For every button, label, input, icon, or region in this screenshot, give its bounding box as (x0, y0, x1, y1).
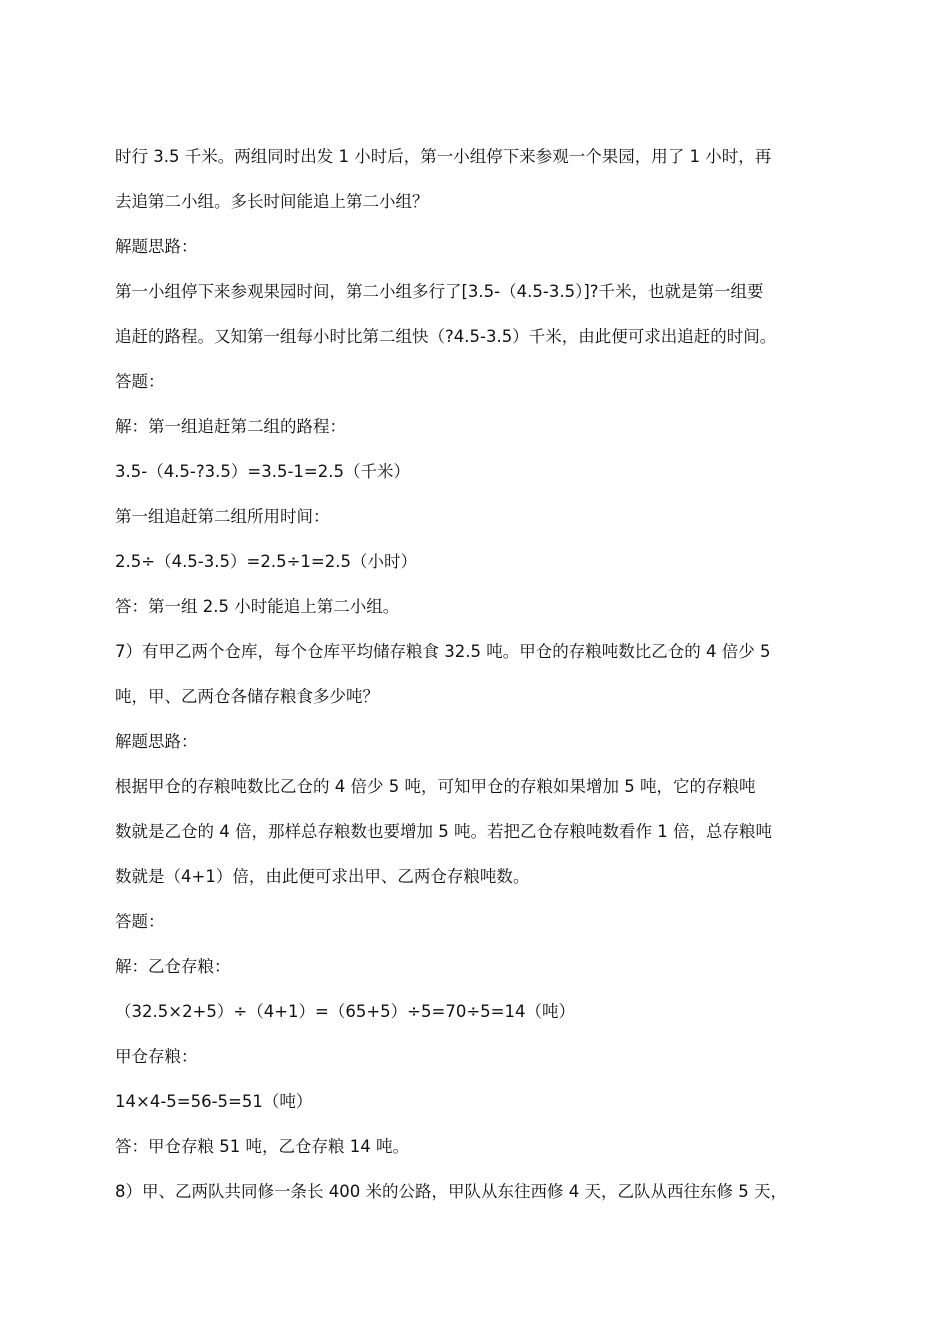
text-line: 第一小组停下来参观果园时间，第二小组多行了[3.5-（4.5-3.5）]?千米，也就是第一组要 (115, 282, 764, 301)
equation-line: 3.5-（4.5-?3.5）=3.5-1=2.5（千米） (115, 462, 410, 481)
text-line: 根据甲仓的存粮吨数比乙仓的 4 倍少 5 吨，可知甲仓的存粮如果增加 5 吨，它的存粮吨 (115, 777, 756, 796)
section-heading: 解题思路： (115, 237, 198, 256)
text-line: 解：乙仓存粮： (115, 957, 231, 976)
text-line: 时行 3.5 千米。两组同时出发 1 小时后，第一小组停下来参观一个果园，用了 1 小时，再 (115, 147, 772, 166)
equation-line: 14×4-5=56-5=51（吨） (115, 1092, 313, 1111)
text-line: 第一组追赶第二组所用时间： (115, 507, 330, 526)
text-line: 解：第一组追赶第二组的路程： (115, 417, 346, 436)
text-line: 甲仓存粮： (115, 1047, 198, 1066)
section-heading: 解题思路： (115, 732, 198, 751)
section-heading: 答题： (115, 372, 165, 391)
text-line: 追赶的路程。又知第一组每小时比第二组快（?4.5-3.5）千米，由此便可求出追赶的时间。 (115, 327, 777, 346)
equation-line: 2.5÷（4.5-3.5）=2.5÷1=2.5（小时） (115, 552, 417, 571)
problem-line: 吨，甲、乙两仓各储存粮食多少吨？ (115, 687, 379, 706)
text-line: 去追第二小组。多长时间能追上第二小组？ (115, 192, 429, 211)
problem-line: 8）甲、乙两队共同修一条长 400 米的公路，甲队从东往西修 4 天，乙队从西往东修 5 天， (115, 1182, 787, 1201)
text-line: 数就是（4+1）倍，由此便可求出甲、乙两仓存粮吨数。 (115, 867, 530, 886)
document-body (115, 140, 840, 1220)
section-heading: 答题： (115, 912, 165, 931)
answer-line: 答：甲仓存粮 51 吨，乙仓存粮 14 吨。 (115, 1137, 409, 1156)
equation-line: （32.5×2+5）÷（4+1）=（65+5）÷5=70÷5=14（吨） (115, 1002, 575, 1021)
problem-line: 7）有甲乙两个仓库，每个仓库平均储存粮食 32.5 吨。甲仓的存粮吨数比乙仓的 4 倍少 5 (115, 642, 771, 661)
answer-line: 答：第一组 2.5 小时能追上第二小组。 (115, 597, 400, 616)
text-line: 数就是乙仓的 4 倍，那样总存粮数也要增加 5 吨。若把乙仓存粮吨数看作 1 倍，总存粮吨 (115, 822, 772, 841)
